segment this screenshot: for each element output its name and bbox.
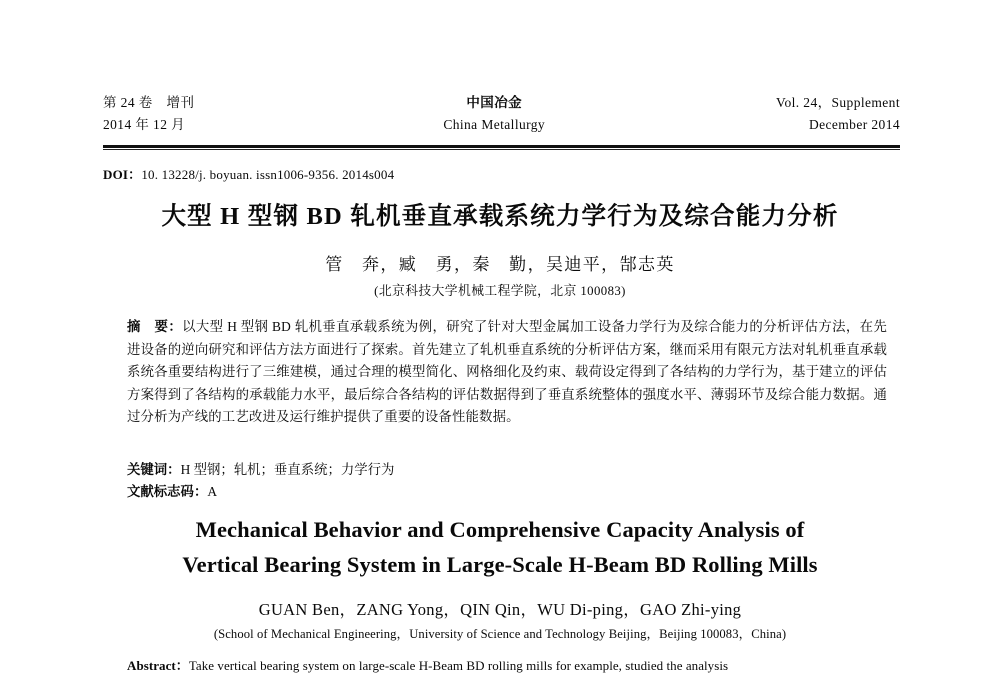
doi-label: DOI： <box>103 167 142 182</box>
masthead-volume-cn: 第 24 卷 增刊 <box>103 95 195 110</box>
document-code-value: A <box>207 484 218 499</box>
journal-title-en: China Metallurgy <box>443 117 546 132</box>
abstract-label-cn: 摘 要： <box>127 319 183 334</box>
masthead-volume-block-en <box>776 93 900 136</box>
article-title-cn: 大型 H 型钢 BD 轧机垂直承载系统力学行为及综合能力分析 <box>161 203 839 230</box>
abstract-label-en: Abstract： <box>127 658 189 673</box>
affiliation-cn: (北京科技大学机械工程学院，北京 100083) <box>374 284 626 298</box>
keywords-body-cn: H 型钢；轧机；垂直系统；力学行为 <box>180 462 395 477</box>
abstract-en <box>127 655 887 676</box>
masthead-journal-block <box>443 93 545 136</box>
masthead-volume-en: Vol. 24，Supplement <box>776 95 900 110</box>
authors-en: GUAN Ben，ZANG Yong，QIN Qin，WU Di-ping，GAO Zhi-ying <box>258 600 742 619</box>
masthead <box>103 93 900 136</box>
keywords-cn <box>127 459 887 482</box>
authors-cn: 管 奔，臧 勇，秦 勤，吴迪平，郜志英 <box>325 255 675 274</box>
keywords-label-cn: 关键词： <box>127 462 181 477</box>
divider-thin-line <box>103 149 900 150</box>
article-title-en-line1: Mechanical Behavior and Comprehensive Capacity Analysis of <box>195 517 805 542</box>
journal-title-cn: 中国冶金 <box>466 95 522 110</box>
masthead-divider <box>103 145 900 150</box>
abstract-cn <box>127 316 887 429</box>
abstract-body-cn: 以大型 H 型钢 BD 轧机垂直承载系统为例，研究了针对大型金属加工设备力学行为及综合能力的分析评估方法，在先进设备的逆向研究和评估方法方面进行了探索。首先建立了轧机垂直系统的分析评估方案，继而采用有限元方法对轧机垂直承载系统各重要结构进行了三维建模，通过合理的模型简化、网格细化及约束、载荷设定得到了各结构的力学行为，基于建立的评估方案得到了各结构的承载能力水平，最后综合各结构的评估数据得到了垂直系统整体的强度水平、薄弱环节及综合能力数据。通过分析为产线的工艺改进及运行维护提供了重要的设备性能数据。 <box>127 319 887 425</box>
affiliation-en: (School of Mechanical Engineering，University of Science and Technology Beijing，Beijing 100083，China) <box>213 627 787 641</box>
doi-line <box>103 164 394 183</box>
article-title-en-line2: Vertical Bearing System in Large-Scale H-Beam BD Rolling Mills <box>182 552 818 577</box>
article-title-en <box>0 512 1000 582</box>
masthead-volume-block <box>103 93 194 136</box>
masthead-date-en: December 2014 <box>808 117 900 132</box>
masthead-date-cn: 2014 年 12 月 <box>103 117 186 132</box>
document-code-line <box>127 481 887 504</box>
abstract-body-en: Take vertical bearing system on large-scale H-Beam BD rolling mills for example, studied the analysis <box>188 658 729 673</box>
document-code-label: 文献标志码： <box>127 484 208 499</box>
doi-value: 10. 13228/j. boyuan. issn1006-9356. 2014s004 <box>141 167 395 182</box>
